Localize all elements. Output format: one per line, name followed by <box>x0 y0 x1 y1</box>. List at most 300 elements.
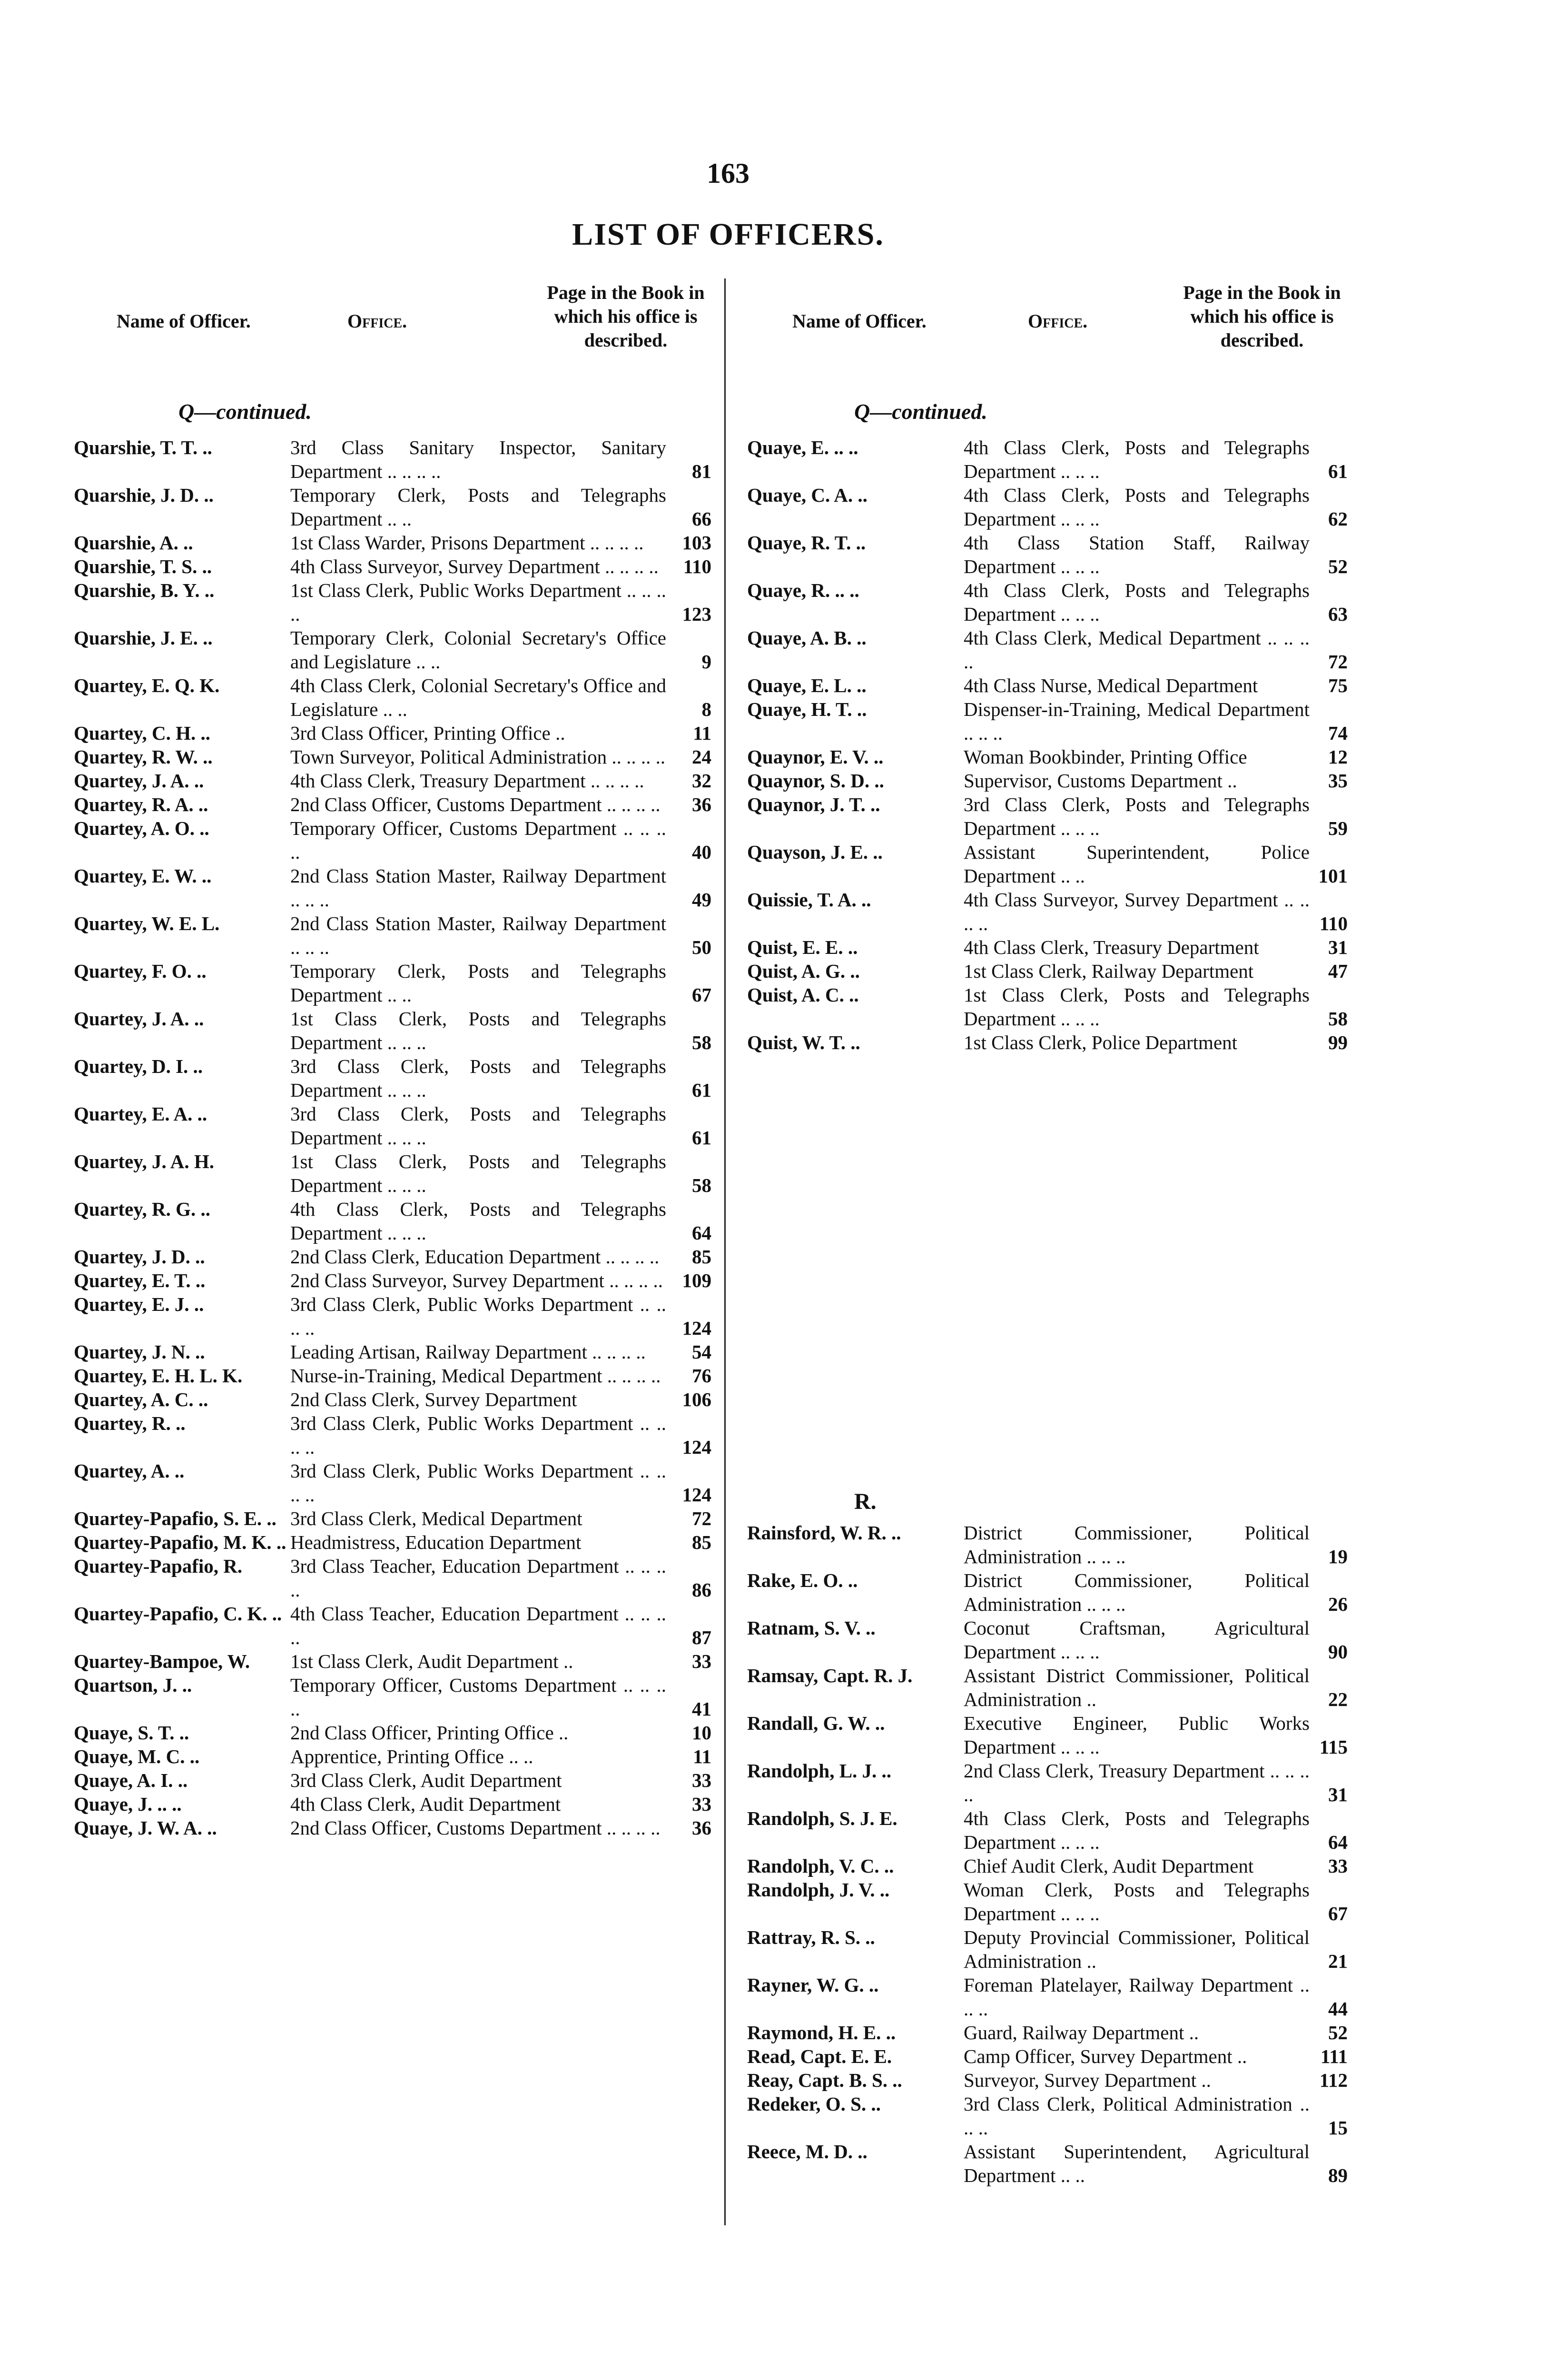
officer-page-ref: 72 <box>692 1507 711 1529</box>
officer-name: Quartey, E. T. .. <box>74 1269 206 1291</box>
officer-entry <box>74 1269 711 1292</box>
officer-entry <box>74 1245 711 1269</box>
officer-entry <box>74 1649 711 1673</box>
officer-office: 2nd Class Clerk, Treasury Department .. .. .. .. <box>964 1760 1310 1805</box>
officer-page-ref: 61 <box>1328 460 1348 482</box>
officer-page-ref: 15 <box>1328 2117 1348 2139</box>
officer-page-ref: 110 <box>683 555 711 577</box>
officer-entry <box>747 1973 1348 2021</box>
officer-page-ref: 54 <box>692 1341 711 1363</box>
officer-name: Quayson, J. E. .. <box>747 841 883 863</box>
officer-name: Quarshie, T. S. .. <box>74 555 212 577</box>
officer-name: Quaye, M. C. .. <box>74 1745 200 1767</box>
officer-name: Quaye, R. .. .. <box>747 579 859 601</box>
officer-entry <box>74 578 711 626</box>
officer-entry <box>747 1616 1348 1664</box>
page-title: LIST OF OFFICERS. <box>572 217 884 252</box>
officer-office: Executive Engineer, Public Works Department .. .. .. <box>964 1712 1310 1758</box>
officer-entry <box>74 674 711 721</box>
officer-page-ref: 50 <box>692 936 711 958</box>
officer-office: 1st Class Warder, Prisons Department .. .. .. .. <box>290 532 644 554</box>
officer-name: Quartey, R. W. .. <box>74 746 213 768</box>
officer-entry <box>74 745 711 769</box>
officer-page-ref: 11 <box>693 1745 711 1767</box>
officer-page-ref: 31 <box>1328 1784 1348 1805</box>
officer-page-ref: 67 <box>692 984 711 1006</box>
officer-name: Quaye, E. .. .. <box>747 436 858 458</box>
officer-office: Woman Clerk, Posts and Telegraphs Department .. .. .. <box>964 1879 1310 1924</box>
officer-entry <box>74 1292 711 1340</box>
officer-office: 3rd Class Clerk, Public Works Department .. .. .. .. <box>290 1412 666 1458</box>
officer-entry <box>74 1768 711 1792</box>
officer-entry <box>747 1925 1348 1973</box>
officer-page-ref: 12 <box>1328 746 1348 768</box>
officer-office: Temporary Clerk, Posts and Telegraphs Department .. .. <box>290 484 666 530</box>
officer-entry <box>74 959 711 1007</box>
officer-name: Quartey, R. A. .. <box>74 793 208 815</box>
officer-name: Quartey-Papafio, M. K. .. <box>74 1531 286 1553</box>
officer-page-ref: 101 <box>1318 865 1348 887</box>
right-entry-list-r <box>747 1521 1348 2187</box>
officer-entry <box>747 935 1348 959</box>
officer-page-ref: 115 <box>1319 1736 1348 1758</box>
officer-name: Quartey, C. H. .. <box>74 722 210 744</box>
officer-name: Quartey, J. A. H. <box>74 1150 214 1172</box>
officer-office: Town Surveyor, Political Administration .. .. .. .. <box>290 746 666 768</box>
officer-office: 1st Class Clerk, Police Department <box>964 1031 1238 1053</box>
officer-office: 4th Class Nurse, Medical Department <box>964 674 1258 696</box>
officer-office: 3rd Class Teacher, Education Department .. .. .. .. <box>290 1555 666 1601</box>
officer-name: Rayner, W. G. .. <box>747 1974 879 1996</box>
officer-page-ref: 33 <box>692 1793 711 1815</box>
left-column-header <box>74 281 711 388</box>
officer-office: 3rd Class Clerk, Posts and Telegraphs Department .. .. .. <box>964 793 1310 839</box>
officer-entry <box>747 888 1348 935</box>
officer-office: District Commissioner, Political Administration .. .. .. <box>964 1522 1310 1567</box>
officer-office: 2nd Class Clerk, Education Department .. .. .. .. <box>290 1246 660 1268</box>
officer-office: 4th Class Clerk, Posts and Telegraphs Department .. .. .. <box>290 1198 666 1244</box>
officer-page-ref: 58 <box>692 1031 711 1053</box>
officer-page-ref: 62 <box>1328 508 1348 530</box>
officer-office: 4th Class Clerk, Posts and Telegraphs Department .. .. .. <box>964 579 1310 625</box>
officer-name: Quartey, E. W. .. <box>74 865 212 887</box>
officer-office: Surveyor, Survey Department .. <box>964 2069 1211 2091</box>
officer-entry <box>747 578 1348 626</box>
right-column-header <box>747 281 1348 388</box>
officer-page-ref: 9 <box>701 651 711 673</box>
officer-name: Quartey-Bampoe, W. <box>74 1650 250 1672</box>
officer-office: 3rd Class Clerk, Posts and Telegraphs Department .. .. .. <box>290 1055 666 1101</box>
officer-entry <box>747 959 1348 983</box>
officer-entry <box>74 1816 711 1840</box>
officer-name: Ramsay, Capt. R. J. <box>747 1665 913 1686</box>
officer-entry <box>747 1521 1348 1568</box>
officer-office: 2nd Class Officer, Customs Department .. .. .. .. <box>290 793 661 815</box>
officer-office: 4th Class Clerk, Treasury Department <box>964 936 1259 958</box>
officer-entry <box>747 1806 1348 1854</box>
officer-name: Quaynor, S. D. .. <box>747 770 884 792</box>
officer-name: Quartey, E. J. .. <box>74 1293 204 1315</box>
officer-name: Quartey, J. A. .. <box>74 1008 204 1030</box>
officer-office: 4th Class Surveyor, Survey Department .. .. .. .. <box>290 555 659 577</box>
officer-name: Quaye, E. L. .. <box>747 674 867 696</box>
officer-page-ref: 72 <box>1328 651 1348 673</box>
officer-name: Randolph, V. C. .. <box>747 1855 894 1877</box>
officer-name: Quartey, J. N. .. <box>74 1341 205 1363</box>
officer-page-ref: 40 <box>692 841 711 863</box>
officer-name: Quartey-Papafio, C. K. .. <box>74 1603 282 1625</box>
officer-name: Quartey, A. .. <box>74 1460 185 1482</box>
officer-office: Assistant District Commissioner, Political Administration .. <box>964 1665 1310 1710</box>
officer-entry <box>74 1054 711 1102</box>
officer-entry <box>747 983 1348 1031</box>
officer-name: Rainsford, W. R. .. <box>747 1522 901 1544</box>
officer-entry <box>747 793 1348 840</box>
officer-office: 4th Class Teacher, Education Department .. .. .. .. <box>290 1603 666 1648</box>
officer-office: Headmistress, Education Department <box>290 1531 582 1553</box>
officer-entry <box>747 2092 1348 2140</box>
officer-office: 1st Class Clerk, Posts and Telegraphs Department .. .. .. <box>964 984 1310 1030</box>
officer-name: Quissie, T. A. .. <box>747 889 871 911</box>
officer-entry <box>74 1340 711 1364</box>
officer-page-ref: 61 <box>692 1079 711 1101</box>
officer-page-ref: 75 <box>1328 674 1348 696</box>
officer-page-ref: 90 <box>1328 1641 1348 1663</box>
officer-name: Quaye, C. A. .. <box>747 484 868 506</box>
officer-office: Assistant Superintendent, Agricultural Department .. .. <box>964 2141 1310 2186</box>
officer-office: Temporary Clerk, Posts and Telegraphs Department .. .. <box>290 960 666 1006</box>
page-number: 163 <box>707 158 749 189</box>
officer-page-ref: 31 <box>1328 936 1348 958</box>
officer-name: Randolph, L. J. .. <box>747 1760 892 1782</box>
officer-page-ref: 36 <box>692 1817 711 1839</box>
officer-name: Quarshie, J. E. .. <box>74 627 213 649</box>
officer-entry <box>747 674 1348 697</box>
officer-office: Temporary Officer, Customs Department .. .. .. .. <box>290 817 666 863</box>
officer-name: Quartey-Papafio, R. <box>74 1555 243 1577</box>
officer-page-ref: 11 <box>693 722 711 744</box>
officer-entry <box>747 697 1348 745</box>
officer-name: Quaynor, J. T. .. <box>747 793 880 815</box>
officer-name: Quartey, E. A. .. <box>74 1103 207 1125</box>
officer-entry <box>74 555 711 578</box>
officer-page-ref: 64 <box>1328 1831 1348 1853</box>
officer-office: Woman Bookbinder, Printing Office <box>964 746 1247 768</box>
officer-office: District Commissioner, Political Administration .. .. .. <box>964 1569 1310 1615</box>
officer-entry <box>74 1459 711 1507</box>
officer-entry <box>74 1602 711 1649</box>
header-page-in-book: Page in the Book in which his office is described. <box>1183 282 1341 351</box>
officer-page-ref: 87 <box>692 1626 711 1648</box>
officer-office: 4th Class Clerk, Posts and Telegraphs Department .. .. .. <box>964 1807 1310 1853</box>
officer-entry <box>74 793 711 816</box>
officer-name: Quaye, H. T. .. <box>747 698 867 720</box>
officer-page-ref: 124 <box>682 1436 711 1458</box>
officer-page-ref: 85 <box>692 1531 711 1553</box>
officer-entry <box>74 1197 711 1245</box>
officer-page-ref: 49 <box>692 889 711 911</box>
officer-page-ref: 76 <box>692 1365 711 1387</box>
officer-page-ref: 24 <box>692 746 711 768</box>
officer-entry <box>74 912 711 959</box>
officer-page-ref: 64 <box>692 1222 711 1244</box>
header-office: Office. <box>1028 310 1088 332</box>
officer-entry <box>747 2021 1348 2044</box>
officer-page-ref: 36 <box>692 793 711 815</box>
officer-entry <box>747 2140 1348 2187</box>
officer-page-ref: 63 <box>1328 603 1348 625</box>
officer-entry <box>74 1530 711 1554</box>
officer-name: Quartey, J. A. .. <box>74 770 204 792</box>
officer-office: 3rd Class Clerk, Political Administration .. .. .. <box>964 2093 1310 2139</box>
officer-entry <box>74 1411 711 1459</box>
officer-office: 1st Class Clerk, Audit Department .. <box>290 1650 573 1672</box>
officer-office: 3rd Class Clerk, Public Works Department .. .. .. .. <box>290 1460 666 1506</box>
officer-office: 3rd Class Officer, Printing Office .. <box>290 722 565 744</box>
officer-entry <box>74 769 711 793</box>
officer-entry <box>74 626 711 674</box>
left-entry-list <box>74 436 711 1840</box>
officer-name: Quaye, S. T. .. <box>74 1722 189 1744</box>
officer-entry <box>74 1388 711 1411</box>
officer-page-ref: 19 <box>1328 1546 1348 1567</box>
officer-name: Quartson, J. .. <box>74 1674 192 1696</box>
officer-page-ref: 61 <box>692 1127 711 1149</box>
officer-entry <box>74 1673 711 1721</box>
officer-name: Quaye, J. .. .. <box>74 1793 182 1815</box>
officer-page-ref: 67 <box>1328 1903 1348 1924</box>
officer-entry <box>747 1664 1348 1711</box>
officer-entry <box>74 864 711 912</box>
officer-page-ref: 124 <box>682 1317 711 1339</box>
officer-name: Randolph, J. V. .. <box>747 1879 890 1901</box>
left-section-heading: Q—continued. <box>178 399 312 424</box>
officer-office: 2nd Class Officer, Customs Department .. .. .. .. <box>290 1817 661 1839</box>
officer-page-ref: 110 <box>1319 912 1348 934</box>
officer-office: 3rd Class Clerk, Audit Department <box>290 1769 562 1791</box>
right-entry-list <box>747 436 1348 1054</box>
officer-entry <box>747 2068 1348 2092</box>
officer-name: Reay, Capt. B. S. .. <box>747 2069 902 2091</box>
header-name-of-officer: Name of Officer. <box>117 310 251 332</box>
officer-entry <box>74 1507 711 1530</box>
officer-entry <box>74 1554 711 1602</box>
officer-page-ref: 41 <box>692 1698 711 1720</box>
officer-office: Chief Audit Clerk, Audit Department <box>964 1855 1254 1877</box>
officer-office: 1st Class Clerk, Railway Department <box>964 960 1254 982</box>
officer-page-ref: 124 <box>682 1484 711 1506</box>
officer-office: 1st Class Clerk, Public Works Department .. .. .. .. <box>290 579 666 625</box>
blank-space <box>747 1054 1348 1473</box>
officer-entry <box>747 483 1348 531</box>
officer-name: Reece, M. D. .. <box>747 2141 868 2162</box>
officer-page-ref: 59 <box>1328 817 1348 839</box>
officer-entry <box>747 1031 1348 1054</box>
officer-entry <box>747 1854 1348 1878</box>
officer-office: Temporary Clerk, Colonial Secretary's Office and Legislature .. .. <box>290 627 666 673</box>
left-column <box>74 281 711 1840</box>
officer-office: 3rd Class Clerk, Medical Department <box>290 1507 582 1529</box>
officer-name: Quist, E. E. .. <box>747 936 858 958</box>
officer-page-ref: 52 <box>1328 555 1348 577</box>
officer-office: Supervisor, Customs Department .. <box>964 770 1237 792</box>
officer-page-ref: 33 <box>1328 1855 1348 1877</box>
officer-entry <box>747 769 1348 793</box>
officer-name: Quaye, A. I. .. <box>74 1769 188 1791</box>
officer-entry <box>74 1745 711 1768</box>
officer-office: 2nd Class Officer, Printing Office .. <box>290 1722 569 1744</box>
officer-page-ref: 44 <box>1328 1998 1348 2020</box>
officer-name: Rake, E. O. .. <box>747 1569 858 1591</box>
officer-page-ref: 103 <box>682 532 711 554</box>
officer-office: 4th Class Station Staff, Railway Department .. .. .. <box>964 532 1310 577</box>
officer-office: Coconut Craftsman, Agricultural Department .. .. .. <box>964 1617 1310 1663</box>
officer-name: Quaye, J. W. A. .. <box>74 1817 217 1839</box>
officer-office: Apprentice, Printing Office .. .. <box>290 1745 533 1767</box>
officer-name: Quartey, D. I. .. <box>74 1055 203 1077</box>
officer-name: Raymond, H. E. .. <box>747 2022 896 2043</box>
officer-page-ref: 111 <box>1321 2045 1348 2067</box>
officer-page-ref: 74 <box>1328 722 1348 744</box>
right-column <box>747 281 1348 2187</box>
officer-office: 2nd Class Clerk, Survey Department <box>290 1388 577 1410</box>
officer-name: Read, Capt. E. E. <box>747 2045 892 2067</box>
officer-entry <box>747 1711 1348 1759</box>
officer-name: Quartey, R. .. <box>74 1412 186 1434</box>
officer-office: 1st Class Clerk, Posts and Telegraphs Department .. .. .. <box>290 1150 666 1196</box>
officer-office: Nurse-in-Training, Medical Department .. .. .. .. <box>290 1365 661 1387</box>
officer-page-ref: 33 <box>692 1650 711 1672</box>
officer-entry <box>74 1364 711 1388</box>
officer-office: 4th Class Clerk, Colonial Secretary's Office and Legislature .. .. <box>290 674 666 720</box>
officer-office: Dispenser-in-Training, Medical Department .. .. .. <box>964 698 1310 744</box>
officer-entry <box>74 1721 711 1745</box>
officer-page-ref: 86 <box>692 1579 711 1601</box>
officer-name: Quaynor, E. V. .. <box>747 746 884 768</box>
officer-page-ref: 99 <box>1328 1031 1348 1053</box>
officer-office: 1st Class Clerk, Posts and Telegraphs Department .. .. .. <box>290 1008 666 1053</box>
officer-page-ref: 8 <box>701 698 711 720</box>
officer-name: Quartey, E. H. L. K. <box>74 1365 243 1387</box>
officer-entry <box>747 1568 1348 1616</box>
officer-entry <box>74 1007 711 1054</box>
officer-page-ref: 112 <box>1319 2069 1348 2091</box>
officer-name: Quist, A. G. .. <box>747 960 860 982</box>
officer-page-ref: 81 <box>692 460 711 482</box>
officer-entry <box>74 721 711 745</box>
officer-office: Assistant Superintendent, Police Department .. .. <box>964 841 1310 887</box>
officer-office: 3rd Class Sanitary Inspector, Sanitary Department .. .. .. .. <box>290 436 666 482</box>
right-section-heading: Q—continued. <box>854 399 987 424</box>
officer-page-ref: 47 <box>1328 960 1348 982</box>
officer-name: Quartey, E. Q. K. <box>74 674 220 696</box>
officer-name: Redeker, O. S. .. <box>747 2093 881 2115</box>
header-name-of-officer: Name of Officer. <box>792 310 927 332</box>
officer-entry <box>747 531 1348 578</box>
officer-name: Randall, G. W. .. <box>747 1712 885 1734</box>
officer-name: Rattray, R. S. .. <box>747 1926 875 1948</box>
officer-entry <box>74 531 711 555</box>
officer-name: Quarshie, T. T. .. <box>74 436 212 458</box>
officer-name: Quaye, A. B. .. <box>747 627 867 649</box>
officer-page-ref: 66 <box>692 508 711 530</box>
officer-office: 4th Class Surveyor, Survey Department .. .. .. .. <box>964 889 1310 934</box>
officer-name: Quarshie, J. D. .. <box>74 484 214 506</box>
officer-name: Quartey, A. O. .. <box>74 817 209 839</box>
officer-page-ref: 123 <box>682 603 711 625</box>
officer-office: 4th Class Clerk, Posts and Telegraphs Department .. .. .. <box>964 436 1310 482</box>
officer-page-ref: 89 <box>1328 2164 1348 2186</box>
officer-entry <box>74 1150 711 1197</box>
officer-page-ref: 109 <box>682 1269 711 1291</box>
officer-name: Quist, A. C. .. <box>747 984 859 1006</box>
officer-office: 3rd Class Clerk, Public Works Department .. .. .. .. <box>290 1293 666 1339</box>
officer-entry <box>747 1878 1348 1925</box>
section-r-heading: R. <box>854 1489 877 1514</box>
officer-office: Deputy Provincial Commissioner, Political Administration .. <box>964 1926 1310 1972</box>
officer-page-ref: 26 <box>1328 1593 1348 1615</box>
officer-office: Temporary Officer, Customs Department .. .. .. .. <box>290 1674 666 1720</box>
officer-office: 2nd Class Surveyor, Survey Department .. .. .. .. <box>290 1269 663 1291</box>
officer-office: 2nd Class Station Master, Railway Department .. .. .. <box>290 912 666 958</box>
officer-name: Quist, W. T. .. <box>747 1031 860 1053</box>
officer-office: Foreman Platelayer, Railway Department .. .. .. <box>964 1974 1310 2020</box>
officer-entry <box>747 745 1348 769</box>
officer-page-ref: 10 <box>692 1722 711 1744</box>
officer-name: Randolph, S. J. E. <box>747 1807 897 1829</box>
officer-page-ref: 52 <box>1328 2022 1348 2043</box>
officer-office: 2nd Class Station Master, Railway Department .. .. .. <box>290 865 666 911</box>
officer-page-ref: 58 <box>1328 1008 1348 1030</box>
officer-name: Quartey, A. C. .. <box>74 1388 208 1410</box>
officer-page-ref: 21 <box>1328 1950 1348 1972</box>
header-office: Office. <box>347 310 407 332</box>
officer-entry <box>74 1102 711 1150</box>
officer-entry <box>747 1759 1348 1806</box>
officer-office: Leading Artisan, Railway Department .. .. .. .. <box>290 1341 646 1363</box>
officer-entry <box>747 840 1348 888</box>
officer-office: 4th Class Clerk, Posts and Telegraphs Department .. .. .. <box>964 484 1310 530</box>
officer-office: 4th Class Clerk, Treasury Department .. .. .. .. <box>290 770 644 792</box>
officer-name: Quartey, W. E. L. <box>74 912 220 934</box>
column-divider <box>724 278 726 2225</box>
officer-name: Quarshie, B. Y. .. <box>74 579 215 601</box>
officer-name: Quartey, J. D. .. <box>74 1246 205 1268</box>
officer-entry <box>74 436 711 483</box>
officer-office: Camp Officer, Survey Department .. <box>964 2045 1247 2067</box>
officer-name: Ratnam, S. V. .. <box>747 1617 876 1639</box>
officer-entry <box>74 816 711 864</box>
officer-name: Quartey, F. O. .. <box>74 960 207 982</box>
officer-name: Quaye, R. T. .. <box>747 532 866 554</box>
officer-entry <box>747 436 1348 483</box>
header-page-in-book: Page in the Book in which his office is described. <box>547 282 705 351</box>
officer-name: Quartey, R. G. .. <box>74 1198 210 1220</box>
officer-entry <box>74 1792 711 1816</box>
officer-name: Quartey-Papafio, S. E. .. <box>74 1507 276 1529</box>
officer-office: 4th Class Clerk, Audit Department <box>290 1793 561 1815</box>
officer-page-ref: 32 <box>692 770 711 792</box>
officer-entry <box>747 2044 1348 2068</box>
officer-entry <box>747 626 1348 674</box>
officer-page-ref: 85 <box>692 1246 711 1268</box>
officer-page-ref: 22 <box>1328 1688 1348 1710</box>
officer-entry <box>74 483 711 531</box>
officer-page-ref: 33 <box>692 1769 711 1791</box>
officer-office: Guard, Railway Department .. <box>964 2022 1199 2043</box>
officer-office: 3rd Class Clerk, Posts and Telegraphs Department .. .. .. <box>290 1103 666 1149</box>
officer-page-ref: 58 <box>692 1174 711 1196</box>
